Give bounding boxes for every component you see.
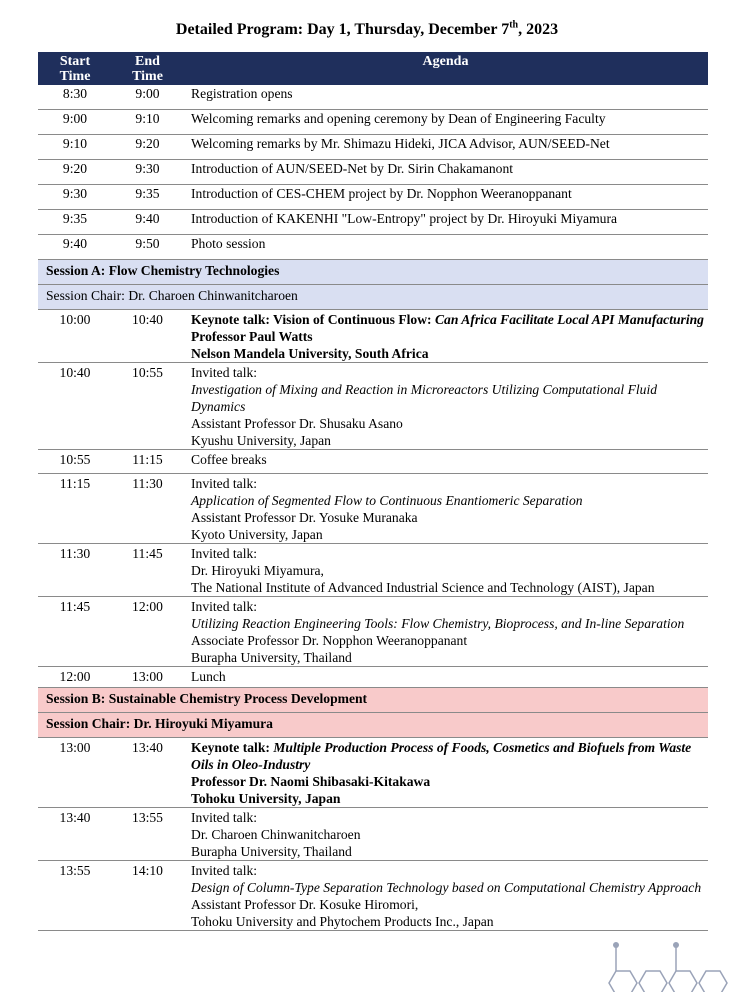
- agenda-item: Lunch: [183, 667, 708, 688]
- talk-row: [38, 808, 708, 861]
- start-time: 8:30: [38, 85, 112, 110]
- end-time: 9:30: [112, 160, 183, 185]
- start-time: 9:10: [38, 135, 112, 160]
- start-time: 10:55: [38, 450, 112, 474]
- table-row: [38, 110, 708, 135]
- table-row: [38, 235, 708, 260]
- end-time: 12:00: [112, 597, 183, 667]
- end-time: 10:55: [112, 363, 183, 450]
- end-time: 11:45: [112, 544, 183, 597]
- table-row: [38, 185, 708, 210]
- start-time: 11:30: [38, 544, 112, 597]
- talk-title: Utilizing Reaction Engineering Tools: Flow Chemistry, Bioprocess, and In-line Separation: [191, 616, 685, 631]
- session-a-header: [38, 260, 708, 285]
- start-time: 13:55: [38, 861, 112, 931]
- session-b-chair-row: [38, 713, 708, 738]
- start-time: 13:00: [38, 738, 112, 808]
- agenda-item: Introduction of KAKENHI "Low-Entropy" project by Dr. Hiroyuki Miyamura: [183, 210, 708, 235]
- end-time: 9:00: [112, 85, 183, 110]
- keynote-details: [183, 310, 708, 363]
- start-time: 9:40: [38, 235, 112, 260]
- speaker-name: Dr. Hiroyuki Miyamura,: [191, 563, 324, 578]
- agenda-item: Coffee breaks: [183, 450, 708, 474]
- agenda-item: Welcoming remarks by Mr. Shimazu Hideki, JICA Advisor, AUN/SEED-Net: [183, 135, 708, 160]
- speaker-affiliation: The National Institute of Advanced Industrial Science and Technology (AIST), Japan: [191, 580, 655, 595]
- start-time: 10:00: [38, 310, 112, 363]
- talk-details: [183, 808, 708, 861]
- session-a-chair-row: [38, 285, 708, 310]
- program-table: [38, 52, 708, 931]
- speaker-affiliation: Tohoku University, Japan: [191, 791, 341, 806]
- start-time-header: Start Time: [38, 52, 112, 85]
- start-time: 11:15: [38, 474, 112, 544]
- talk-label: Invited talk:: [191, 365, 258, 380]
- start-time: 9:00: [38, 110, 112, 135]
- talk-label: Invited talk:: [191, 599, 258, 614]
- speaker-name: Assistant Professor Dr. Shusaku Asano: [191, 416, 403, 431]
- speaker-name: Professor Paul Watts: [191, 329, 313, 344]
- end-time-header: End Time: [112, 52, 183, 85]
- talk-details: [183, 861, 708, 931]
- end-time: 9:35: [112, 185, 183, 210]
- molecule-hexagon-icon: [600, 935, 734, 992]
- session-a-title: Session A: Flow Chemistry Technologies: [38, 260, 708, 285]
- speaker-affiliation: Burapha University, Thailand: [191, 844, 352, 859]
- page-title: Detailed Program: Day 1, Thursday, December 7th, 2023: [175, 19, 559, 38]
- agenda-item: Introduction of CES-CHEM project by Dr. Nopphon Weeranoppanant: [183, 185, 708, 210]
- agenda-item: Welcoming remarks and opening ceremony by Dean of Engineering Faculty: [183, 110, 708, 135]
- speaker-affiliation: Kyushu University, Japan: [191, 433, 331, 448]
- talk-label: Invited talk:: [191, 476, 258, 491]
- speaker-affiliation: Tohoku University and Phytochem Products Inc., Japan: [191, 914, 494, 929]
- start-time: 13:40: [38, 808, 112, 861]
- speaker-name: Dr. Charoen Chinwanitcharoen: [191, 827, 361, 842]
- agenda-item: Photo session: [183, 235, 708, 260]
- end-time: 13:55: [112, 808, 183, 861]
- speaker-name: Assistant Professor Dr. Yosuke Muranaka: [191, 510, 418, 525]
- table-row: [38, 160, 708, 185]
- talk-row: [38, 474, 708, 544]
- talk-title: Investigation of Mixing and Reaction in Microreactors Utilizing Computational Fluid Dynamics: [191, 382, 658, 414]
- end-time: 13:00: [112, 667, 183, 688]
- start-time: 11:45: [38, 597, 112, 667]
- talk-row: [38, 363, 708, 450]
- end-time: 13:40: [112, 738, 183, 808]
- speaker-affiliation: Nelson Mandela University, South Africa: [191, 346, 429, 361]
- end-time: 10:40: [112, 310, 183, 363]
- talk-title: Application of Segmented Flow to Continuous Enantiomeric Separation: [191, 493, 583, 508]
- talk-row: [38, 597, 708, 667]
- keynote-row: [38, 310, 708, 363]
- start-time: 9:35: [38, 210, 112, 235]
- session-b-chair: Session Chair: Dr. Hiroyuki Miyamura: [38, 713, 708, 738]
- speaker-name: Associate Professor Dr. Nopphon Weeranoppanant: [191, 633, 468, 648]
- end-time: 11:15: [112, 450, 183, 474]
- start-time: 9:30: [38, 185, 112, 210]
- end-time: 14:10: [112, 861, 183, 931]
- session-b-title: Session B: Sustainable Chemistry Process Development: [38, 688, 708, 713]
- talk-title: Design of Column-Type Separation Technology based on Computational Chemistry Approach: [191, 880, 702, 895]
- start-time: 10:40: [38, 363, 112, 450]
- speaker-name: Professor Dr. Naomi Shibasaki-Kitakawa: [191, 774, 431, 789]
- talk-row: [38, 544, 708, 597]
- table-header-row: [38, 52, 708, 85]
- speaker-affiliation: Burapha University, Thailand: [191, 650, 352, 665]
- table-row: [38, 85, 708, 110]
- table-row: [38, 135, 708, 160]
- table-row: [38, 210, 708, 235]
- end-time: 9:40: [112, 210, 183, 235]
- talk-details: [183, 544, 708, 597]
- talk-details: [183, 474, 708, 544]
- start-time: 12:00: [38, 667, 112, 688]
- talk-details: [183, 363, 708, 450]
- session-b-header: [38, 688, 708, 713]
- speaker-name: Assistant Professor Dr. Kosuke Hiromori,: [191, 897, 419, 912]
- keynote-details: [183, 738, 708, 808]
- keynote-title: Can Africa Facilitate Local API Manufacturing: [434, 312, 704, 327]
- keynote-label: Keynote talk: Vision of Continuous Flow:: [191, 312, 435, 327]
- talk-label: Invited talk:: [191, 546, 258, 561]
- agenda-item: Introduction of AUN/SEED-Net by Dr. Sirin Chakamanont: [183, 160, 708, 185]
- agenda-item: Registration opens: [183, 85, 708, 110]
- session-a-chair: Session Chair: Dr. Charoen Chinwanitcharoen: [38, 285, 708, 310]
- table-row: [38, 450, 708, 474]
- talk-label: Invited talk:: [191, 863, 258, 878]
- end-time: 9:50: [112, 235, 183, 260]
- talk-details: [183, 597, 708, 667]
- start-time: 9:20: [38, 160, 112, 185]
- keynote-row: [38, 738, 708, 808]
- talk-label: Invited talk:: [191, 810, 258, 825]
- table-row: [38, 667, 708, 688]
- keynote-label: Keynote talk:: [191, 740, 274, 755]
- talk-row: [38, 861, 708, 931]
- end-time: 11:30: [112, 474, 183, 544]
- end-time: 9:10: [112, 110, 183, 135]
- speaker-affiliation: Kyoto University, Japan: [191, 527, 323, 542]
- agenda-header: Agenda: [183, 52, 708, 85]
- keynote-title: Multiple Production Process of Foods, Cosmetics and Biofuels from Waste Oils in Oleo-Industry: [191, 740, 692, 772]
- end-time: 9:20: [112, 135, 183, 160]
